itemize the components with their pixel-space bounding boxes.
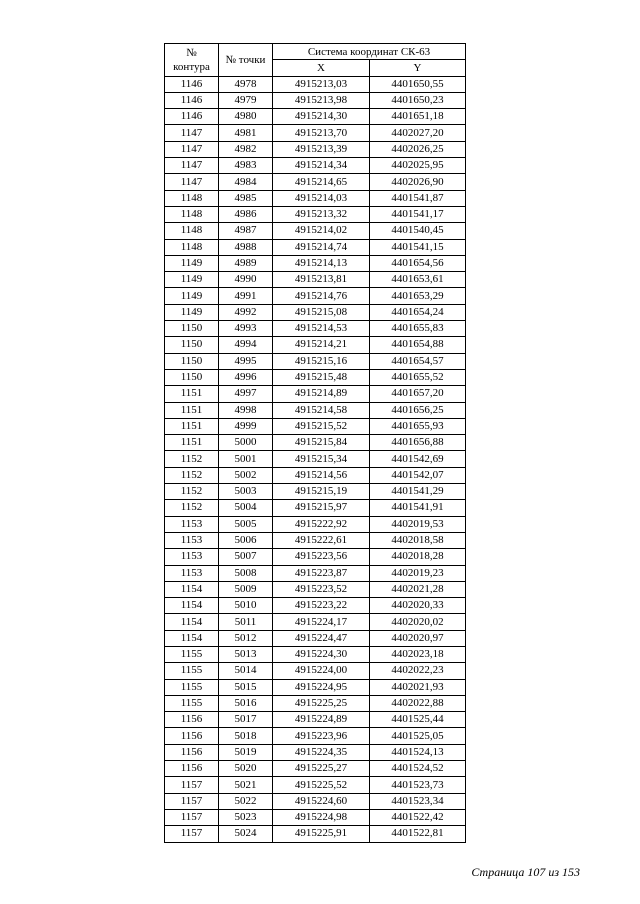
cell-x: 4915214,02 (273, 223, 370, 239)
cell-point: 5014 (219, 663, 273, 679)
table-row (165, 467, 466, 483)
header-y: Y (370, 60, 466, 76)
cell-point: 5003 (219, 484, 273, 500)
cell-y: 4401541,29 (370, 484, 466, 500)
cell-contour: 1153 (165, 565, 219, 581)
cell-point: 5004 (219, 500, 273, 516)
table-row (165, 141, 466, 157)
cell-x: 4915214,76 (273, 288, 370, 304)
cell-contour: 1155 (165, 679, 219, 695)
cell-contour: 1154 (165, 614, 219, 630)
header-contour-no: № контура (165, 44, 219, 77)
cell-point: 4995 (219, 353, 273, 369)
cell-contour: 1156 (165, 728, 219, 744)
table-row (165, 549, 466, 565)
table-row (165, 581, 466, 597)
cell-x: 4915214,74 (273, 239, 370, 255)
cell-contour: 1153 (165, 549, 219, 565)
cell-point: 5023 (219, 809, 273, 825)
cell-point: 4980 (219, 109, 273, 125)
cell-contour: 1155 (165, 663, 219, 679)
cell-y: 4401525,05 (370, 728, 466, 744)
cell-point: 4978 (219, 76, 273, 92)
cell-contour: 1152 (165, 451, 219, 467)
cell-x: 4915223,22 (273, 598, 370, 614)
cell-x: 4915213,03 (273, 76, 370, 92)
cell-point: 5015 (219, 679, 273, 695)
cell-point: 4982 (219, 141, 273, 157)
cell-y: 4401655,93 (370, 418, 466, 434)
cell-contour: 1153 (165, 532, 219, 548)
cell-contour: 1147 (165, 158, 219, 174)
table-row (165, 353, 466, 369)
cell-y: 4402021,28 (370, 581, 466, 597)
cell-point: 5008 (219, 565, 273, 581)
cell-contour: 1156 (165, 712, 219, 728)
cell-contour: 1150 (165, 369, 219, 385)
cell-point: 4991 (219, 288, 273, 304)
cell-x: 4915214,89 (273, 386, 370, 402)
table-row (165, 761, 466, 777)
cell-x: 4915214,21 (273, 337, 370, 353)
cell-contour: 1157 (165, 826, 219, 842)
cell-x: 4915214,56 (273, 467, 370, 483)
cell-contour: 1157 (165, 777, 219, 793)
table-row (165, 288, 466, 304)
cell-contour: 1154 (165, 581, 219, 597)
cell-contour: 1150 (165, 321, 219, 337)
cell-point: 5011 (219, 614, 273, 630)
cell-point: 4984 (219, 174, 273, 190)
cell-point: 5006 (219, 532, 273, 548)
cell-contour: 1151 (165, 386, 219, 402)
cell-x: 4915214,34 (273, 158, 370, 174)
cell-contour: 1150 (165, 337, 219, 353)
cell-contour: 1146 (165, 109, 219, 125)
cell-contour: 1155 (165, 695, 219, 711)
cell-x: 4915215,19 (273, 484, 370, 500)
cell-y: 4401650,55 (370, 76, 466, 92)
cell-y: 4401654,24 (370, 304, 466, 320)
table-row (165, 565, 466, 581)
cell-contour: 1157 (165, 793, 219, 809)
table-row (165, 92, 466, 108)
cell-y: 4401654,88 (370, 337, 466, 353)
cell-point: 5010 (219, 598, 273, 614)
cell-y: 4401656,88 (370, 435, 466, 451)
cell-y: 4401523,73 (370, 777, 466, 793)
cell-point: 5013 (219, 646, 273, 662)
cell-x: 4915214,58 (273, 402, 370, 418)
table-row (165, 646, 466, 662)
cell-x: 4915224,95 (273, 679, 370, 695)
cell-x: 4915223,87 (273, 565, 370, 581)
cell-x: 4915213,32 (273, 206, 370, 222)
cell-contour: 1148 (165, 223, 219, 239)
cell-x: 4915225,52 (273, 777, 370, 793)
cell-x: 4915224,98 (273, 809, 370, 825)
cell-y: 4402021,93 (370, 679, 466, 695)
table-row (165, 809, 466, 825)
cell-x: 4915224,30 (273, 646, 370, 662)
cell-point: 4996 (219, 369, 273, 385)
cell-y: 4401656,25 (370, 402, 466, 418)
table-row (165, 386, 466, 402)
cell-y: 4401654,57 (370, 353, 466, 369)
cell-contour: 1156 (165, 761, 219, 777)
cell-x: 4915223,52 (273, 581, 370, 597)
cell-contour: 1146 (165, 76, 219, 92)
cell-contour: 1156 (165, 744, 219, 760)
cell-x: 4915222,61 (273, 532, 370, 548)
cell-point: 5002 (219, 467, 273, 483)
coordinates-table (164, 43, 466, 843)
cell-point: 4985 (219, 190, 273, 206)
cell-x: 4915225,91 (273, 826, 370, 842)
cell-contour: 1147 (165, 141, 219, 157)
cell-contour: 1149 (165, 272, 219, 288)
cell-x: 4915215,97 (273, 500, 370, 516)
table-row (165, 728, 466, 744)
table-body (165, 76, 466, 842)
cell-x: 4915223,96 (273, 728, 370, 744)
cell-y: 4401650,23 (370, 92, 466, 108)
cell-x: 4915215,52 (273, 418, 370, 434)
cell-point: 4992 (219, 304, 273, 320)
table-row (165, 272, 466, 288)
table-row (165, 109, 466, 125)
cell-point: 5005 (219, 516, 273, 532)
cell-contour: 1147 (165, 125, 219, 141)
cell-contour: 1154 (165, 598, 219, 614)
table-row (165, 174, 466, 190)
cell-y: 4402022,23 (370, 663, 466, 679)
table-row (165, 793, 466, 809)
header-coordinate-system: Система координат СК-63 (273, 44, 466, 60)
table-row (165, 516, 466, 532)
cell-point: 5016 (219, 695, 273, 711)
cell-point: 4999 (219, 418, 273, 434)
cell-point: 5018 (219, 728, 273, 744)
cell-point: 5007 (219, 549, 273, 565)
cell-point: 5000 (219, 435, 273, 451)
table-row (165, 744, 466, 760)
header-x: X (273, 60, 370, 76)
cell-x: 4915213,39 (273, 141, 370, 157)
table-row (165, 158, 466, 174)
cell-x: 4915214,30 (273, 109, 370, 125)
table-row (165, 484, 466, 500)
cell-y: 4401653,29 (370, 288, 466, 304)
cell-x: 4915213,98 (273, 92, 370, 108)
cell-x: 4915224,17 (273, 614, 370, 630)
table-row (165, 435, 466, 451)
cell-x: 4915224,89 (273, 712, 370, 728)
cell-x: 4915223,56 (273, 549, 370, 565)
cell-point: 5019 (219, 744, 273, 760)
cell-contour: 1151 (165, 418, 219, 434)
cell-point: 5022 (219, 793, 273, 809)
cell-point: 5001 (219, 451, 273, 467)
cell-x: 4915214,03 (273, 190, 370, 206)
cell-point: 5024 (219, 826, 273, 842)
cell-y: 4402018,58 (370, 532, 466, 548)
cell-contour: 1152 (165, 500, 219, 516)
cell-contour: 1149 (165, 304, 219, 320)
cell-y: 4402027,20 (370, 125, 466, 141)
cell-y: 4402023,18 (370, 646, 466, 662)
table-row (165, 76, 466, 92)
cell-y: 4401540,45 (370, 223, 466, 239)
cell-x: 4915225,27 (273, 761, 370, 777)
table-row (165, 598, 466, 614)
cell-contour: 1149 (165, 288, 219, 304)
cell-point: 4993 (219, 321, 273, 337)
table-row (165, 321, 466, 337)
table-row (165, 451, 466, 467)
cell-y: 4401523,34 (370, 793, 466, 809)
cell-x: 4915214,53 (273, 321, 370, 337)
cell-point: 4988 (219, 239, 273, 255)
cell-point: 4994 (219, 337, 273, 353)
page-number: Страница 107 из 153 (471, 865, 580, 879)
cell-y: 4401522,81 (370, 826, 466, 842)
cell-x: 4915224,35 (273, 744, 370, 760)
cell-x: 4915215,34 (273, 451, 370, 467)
cell-contour: 1153 (165, 516, 219, 532)
table-row (165, 712, 466, 728)
cell-contour: 1148 (165, 190, 219, 206)
cell-y: 4401542,07 (370, 467, 466, 483)
cell-y: 4401525,44 (370, 712, 466, 728)
cell-contour: 1154 (165, 630, 219, 646)
cell-point: 4987 (219, 223, 273, 239)
cell-contour: 1148 (165, 206, 219, 222)
cell-point: 5012 (219, 630, 273, 646)
cell-x: 4915224,47 (273, 630, 370, 646)
table-row (165, 304, 466, 320)
cell-x: 4915224,60 (273, 793, 370, 809)
cell-x: 4915213,70 (273, 125, 370, 141)
cell-y: 4401651,18 (370, 109, 466, 125)
table-row (165, 255, 466, 271)
cell-y: 4401655,52 (370, 369, 466, 385)
cell-y: 4402018,28 (370, 549, 466, 565)
cell-y: 4402020,33 (370, 598, 466, 614)
cell-x: 4915215,16 (273, 353, 370, 369)
table-row (165, 337, 466, 353)
table-row (165, 826, 466, 842)
table-row (165, 369, 466, 385)
cell-point: 5017 (219, 712, 273, 728)
cell-x: 4915213,81 (273, 272, 370, 288)
cell-y: 4401524,13 (370, 744, 466, 760)
table-row (165, 500, 466, 516)
cell-contour: 1157 (165, 809, 219, 825)
cell-y: 4401657,20 (370, 386, 466, 402)
table-row (165, 630, 466, 646)
cell-x: 4915215,84 (273, 435, 370, 451)
cell-point: 5020 (219, 761, 273, 777)
cell-point: 4981 (219, 125, 273, 141)
cell-y: 4402019,23 (370, 565, 466, 581)
table-row (165, 125, 466, 141)
cell-x: 4915222,92 (273, 516, 370, 532)
cell-contour: 1152 (165, 467, 219, 483)
cell-y: 4401542,69 (370, 451, 466, 467)
table-row (165, 663, 466, 679)
cell-y: 4402026,90 (370, 174, 466, 190)
cell-y: 4401541,15 (370, 239, 466, 255)
cell-point: 4998 (219, 402, 273, 418)
table-row (165, 614, 466, 630)
cell-y: 4401655,83 (370, 321, 466, 337)
cell-contour: 1155 (165, 646, 219, 662)
table-row (165, 418, 466, 434)
cell-y: 4401522,42 (370, 809, 466, 825)
cell-contour: 1150 (165, 353, 219, 369)
cell-y: 4401654,56 (370, 255, 466, 271)
table-row (165, 777, 466, 793)
cell-point: 4990 (219, 272, 273, 288)
cell-x: 4915225,25 (273, 695, 370, 711)
cell-y: 4402025,95 (370, 158, 466, 174)
cell-contour: 1152 (165, 484, 219, 500)
cell-y: 4402020,97 (370, 630, 466, 646)
cell-y: 4401541,17 (370, 206, 466, 222)
table-row (165, 223, 466, 239)
cell-y: 4401541,91 (370, 500, 466, 516)
cell-point: 4983 (219, 158, 273, 174)
cell-x: 4915215,08 (273, 304, 370, 320)
cell-x: 4915214,65 (273, 174, 370, 190)
cell-contour: 1149 (165, 255, 219, 271)
cell-y: 4402019,53 (370, 516, 466, 532)
cell-y: 4401524,52 (370, 761, 466, 777)
table-row (165, 695, 466, 711)
table-row (165, 532, 466, 548)
header-point-no: № точки (219, 44, 273, 77)
cell-contour: 1146 (165, 92, 219, 108)
cell-contour: 1148 (165, 239, 219, 255)
cell-y: 4402020,02 (370, 614, 466, 630)
cell-y: 4401653,61 (370, 272, 466, 288)
cell-point: 5021 (219, 777, 273, 793)
cell-point: 4986 (219, 206, 273, 222)
cell-x: 4915214,13 (273, 255, 370, 271)
cell-contour: 1147 (165, 174, 219, 190)
cell-point: 5009 (219, 581, 273, 597)
table-row (165, 239, 466, 255)
table-row (165, 402, 466, 418)
cell-contour: 1151 (165, 435, 219, 451)
table-row (165, 190, 466, 206)
cell-y: 4402022,88 (370, 695, 466, 711)
table-row (165, 679, 466, 695)
cell-point: 4997 (219, 386, 273, 402)
cell-point: 4989 (219, 255, 273, 271)
cell-y: 4402026,25 (370, 141, 466, 157)
table-header (165, 44, 466, 77)
cell-contour: 1151 (165, 402, 219, 418)
cell-point: 4979 (219, 92, 273, 108)
cell-x: 4915224,00 (273, 663, 370, 679)
table-row (165, 206, 466, 222)
cell-y: 4401541,87 (370, 190, 466, 206)
cell-x: 4915215,48 (273, 369, 370, 385)
